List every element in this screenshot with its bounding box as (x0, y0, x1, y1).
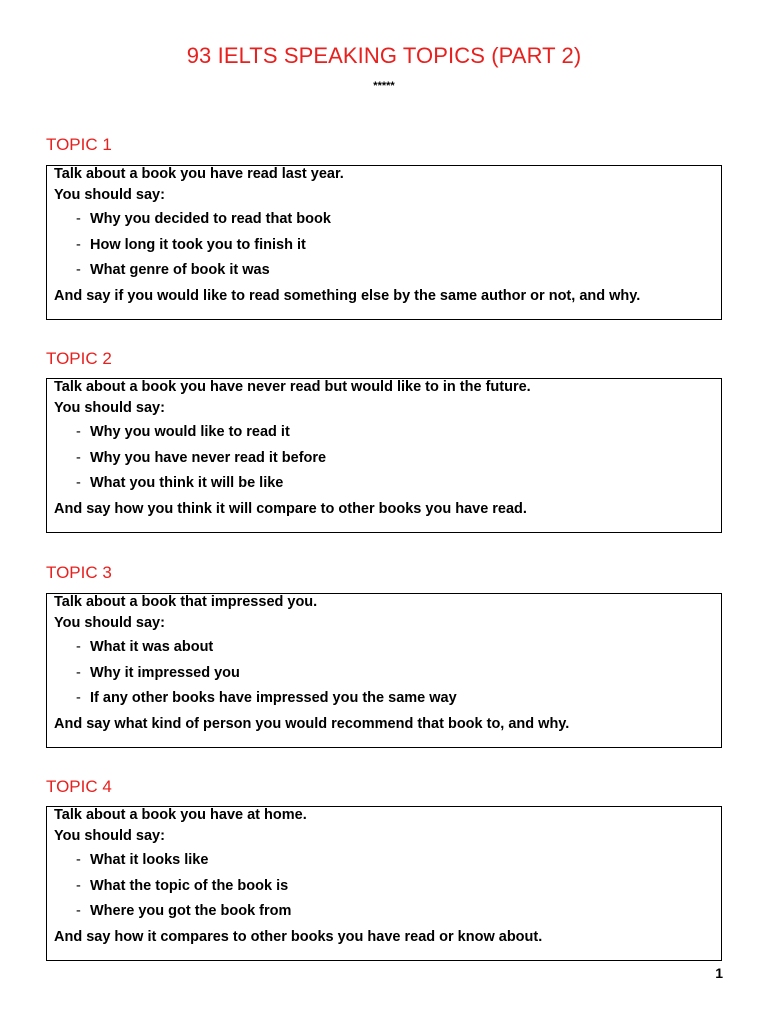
bullet-text: How long it took you to finish it (90, 236, 306, 253)
topic-heading: TOPIC 3 (46, 563, 112, 582)
bullet-text: What the topic of the book is (90, 877, 289, 894)
dash-marker: - (76, 664, 81, 681)
topic-closing: And say how it compares to other books you have read or know about. (54, 928, 543, 945)
topic-prompt: Talk about a book you have never read but would like to in the future. (54, 379, 531, 395)
dash-marker: - (76, 877, 81, 894)
topic-box (46, 378, 722, 533)
dash-marker: - (76, 690, 81, 707)
title-separator: ***** (373, 80, 395, 92)
dash-marker: - (76, 262, 81, 279)
bullet-item (54, 258, 721, 284)
bullet-text: Why you have never read it before (90, 449, 327, 466)
topic-heading: TOPIC 4 (46, 777, 112, 796)
dash-marker: - (76, 424, 81, 440)
dash-marker: - (76, 449, 81, 466)
topic-heading: TOPIC 1 (46, 135, 112, 154)
bullet-text: What genre of book it was (90, 262, 270, 279)
topic-closing: And say if you would like to read something else by the same author or not, and why. (54, 287, 641, 304)
topic-box (46, 593, 722, 748)
bullet-text: Why you would like to read it (90, 424, 290, 440)
bullet-item (54, 233, 721, 259)
page-number: 1 (715, 965, 723, 981)
bullet-text: What it looks like (90, 852, 209, 868)
should-say-label: You should say: (54, 187, 165, 203)
bullet-item (54, 848, 721, 874)
bullet-item (54, 899, 721, 925)
topic-closing: And say how you think it will compare to other books you have read. (54, 500, 527, 517)
dash-marker: - (76, 903, 81, 920)
topic-prompt: Talk about a book that impressed you. (54, 594, 318, 610)
bullet-item (54, 635, 721, 661)
bullet-text: Why it impressed you (90, 664, 240, 681)
bullet-item (54, 661, 721, 687)
bullet-item (54, 874, 721, 900)
should-say-label: You should say: (54, 400, 165, 416)
topic-prompt: Talk about a book you have at home. (54, 807, 307, 823)
bullet-text: Where you got the book from (90, 903, 292, 920)
dash-marker: - (76, 852, 81, 868)
bullet-text: If any other books have impressed you the same way (90, 690, 457, 707)
topic-heading: TOPIC 2 (46, 349, 112, 368)
should-say-label: You should say: (54, 615, 165, 631)
bullet-item (54, 686, 721, 712)
topic-closing: And say what kind of person you would recommend that book to, and why. (54, 715, 570, 732)
bullet-text: Why you decided to read that book (90, 211, 331, 227)
dash-marker: - (76, 236, 81, 253)
topic-box (46, 165, 722, 320)
bullet-item (54, 207, 721, 233)
dash-marker: - (76, 211, 81, 227)
bullet-text: What it was about (90, 639, 214, 655)
should-say-label: You should say: (54, 828, 165, 844)
page-title: 93 IELTS SPEAKING TOPICS (PART 2) (186, 43, 582, 68)
bullet-text: What you think it will be like (90, 475, 284, 492)
topic-prompt: Talk about a book you have read last year. (54, 166, 344, 182)
bullet-item (54, 471, 721, 497)
dash-marker: - (76, 475, 81, 492)
bullet-item (54, 446, 721, 472)
dash-marker: - (76, 639, 81, 655)
topic-box (46, 806, 722, 961)
bullet-item (54, 420, 721, 446)
